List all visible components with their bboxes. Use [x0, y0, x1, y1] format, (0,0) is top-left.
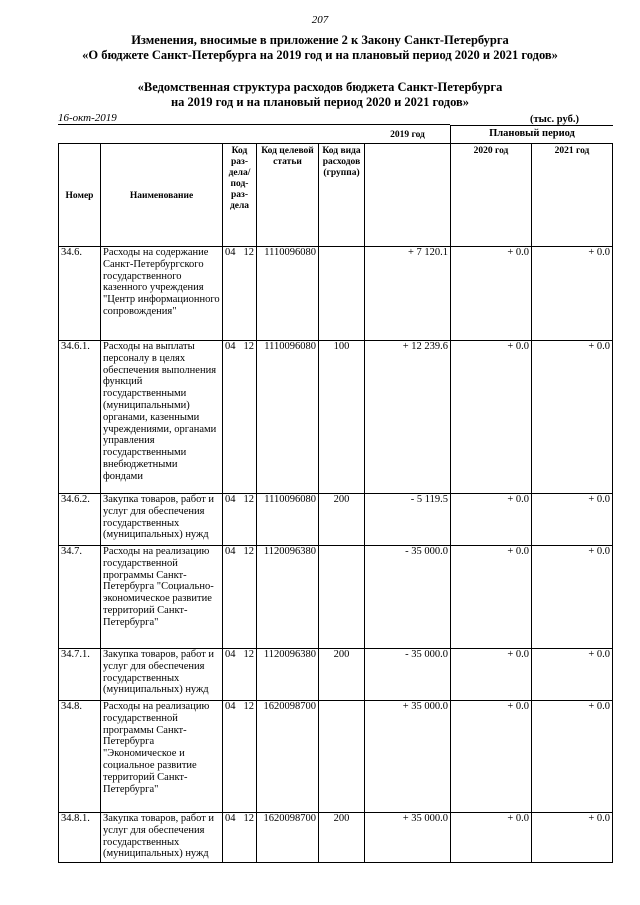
row-value-2019: + 12 239.6	[365, 341, 451, 494]
header-2019: 2019 год	[365, 130, 451, 233]
row-razdel: 04	[225, 247, 236, 258]
row-section-code	[223, 546, 257, 649]
row-value-2019: - 35 000.0	[365, 649, 451, 701]
row-target-code: 1620098700	[257, 701, 319, 813]
row-razdel: 04	[225, 813, 236, 824]
header-2020: 2020 год	[451, 144, 532, 247]
row-value-2021: + 0.0	[532, 701, 613, 813]
table-row	[59, 813, 613, 863]
row-value-2020: + 0.0	[451, 813, 532, 863]
row-value-2021: + 0.0	[532, 813, 613, 863]
row-value-2020: + 0.0	[451, 247, 532, 341]
row-target-code: 1110096080	[257, 247, 319, 341]
row-razdel: 04	[225, 341, 236, 352]
row-expense-kind	[319, 701, 365, 813]
row-name: Расходы на содержание Санкт-Петербургского государственного казенного учреждения "Центр информационного сопровождения"	[101, 247, 223, 341]
header-expense-kind: Код вида расходов (группа)	[319, 144, 365, 247]
page-number: 207	[311, 14, 329, 26]
table-title-line-2: на 2019 год и на плановый период 2020 и 2021 годов»	[170, 95, 470, 109]
row-target-code: 1120096380	[257, 649, 319, 701]
row-number: 34.6.2.	[59, 494, 101, 546]
row-expense-kind: 200	[319, 649, 365, 701]
row-value-2019: - 5 119.5	[365, 494, 451, 546]
row-value-2020: + 0.0	[451, 546, 532, 649]
document-title-line-2: «О бюджете Санкт-Петербурга на 2019 год и на плановый период 2020 и 2021 годов»	[82, 48, 558, 62]
table-row	[59, 247, 613, 341]
row-podrazdel: 12	[243, 546, 254, 557]
row-number: 34.6.	[59, 247, 101, 341]
document-title-line-1: Изменения, вносимые в приложение 2 к Закону Санкт-Петербурга	[131, 33, 509, 47]
document-title	[0, 33, 640, 63]
row-value-2021: + 0.0	[532, 649, 613, 701]
row-expense-kind: 200	[319, 494, 365, 546]
row-podrazdel: 12	[243, 247, 254, 258]
row-razdel: 04	[225, 701, 236, 712]
row-value-2019: + 35 000.0	[365, 701, 451, 813]
row-target-code: 1110096080	[257, 341, 319, 494]
header-number: Номер	[59, 144, 101, 247]
row-podrazdel: 12	[243, 494, 254, 505]
row-value-2020: + 0.0	[451, 701, 532, 813]
plan-period-header: Плановый период	[450, 125, 613, 144]
row-value-2020: + 0.0	[451, 649, 532, 701]
row-section-code	[223, 649, 257, 701]
row-name: Расходы на реализацию государственной программы Санкт-Петербурга "Социально-экономическое развитие территорий Санкт-Петербурга"	[101, 546, 223, 649]
table-header-row	[59, 144, 613, 247]
row-target-code: 1110096080	[257, 494, 319, 546]
row-podrazdel: 12	[243, 701, 254, 712]
row-expense-kind: 100	[319, 341, 365, 494]
row-podrazdel: 12	[243, 649, 254, 660]
row-podrazdel: 12	[243, 341, 254, 352]
row-number: 34.7.	[59, 546, 101, 649]
row-value-2021: + 0.0	[532, 247, 613, 341]
row-name: Закупка товаров, работ и услуг для обеспечения государственных (муниципальных) нужд	[101, 649, 223, 701]
row-name: Расходы на выплаты персоналу в целях обеспечения выполнения функций государственными (муниципальными) органами, казенными учреждениями, органами управления государственными внебюджетными фондами	[101, 341, 223, 494]
row-section-code	[223, 494, 257, 546]
table-row	[59, 701, 613, 813]
row-name: Закупка товаров, работ и услуг для обеспечения государственных (муниципальных) нужд	[101, 813, 223, 863]
table-row	[59, 494, 613, 546]
row-name: Расходы на реализацию государственной программы Санкт-Петербурга "Экономическое и социальное развитие территорий Санкт-Петербурга"	[101, 701, 223, 813]
row-value-2021: + 0.0	[532, 341, 613, 494]
table-top-rule	[58, 124, 450, 125]
row-value-2021: + 0.0	[532, 546, 613, 649]
row-section-code	[223, 813, 257, 863]
table-title	[0, 80, 640, 110]
row-value-2020: + 0.0	[451, 494, 532, 546]
table-title-line-1: «Ведомственная структура расходов бюджета Санкт-Петербурга	[137, 80, 503, 94]
header-2021: 2021 год	[532, 144, 613, 247]
row-section-code	[223, 701, 257, 813]
row-number: 34.8.1.	[59, 813, 101, 863]
table-row	[59, 649, 613, 701]
header-target-code: Код целевой статьи	[257, 144, 319, 247]
row-name: Закупка товаров, работ и услуг для обеспечения государственных (муниципальных) нужд	[101, 494, 223, 546]
row-section-code	[223, 341, 257, 494]
row-value-2019: + 7 120.1	[365, 247, 451, 341]
row-podrazdel: 12	[243, 813, 254, 824]
header-name: Наименование	[101, 144, 223, 247]
row-number: 34.8.	[59, 701, 101, 813]
units-label: (тыс. руб.)	[530, 114, 579, 125]
row-expense-kind	[319, 247, 365, 341]
row-number: 34.6.1.	[59, 341, 101, 494]
row-razdel: 04	[225, 649, 236, 660]
row-value-2021: + 0.0	[532, 494, 613, 546]
row-target-code: 1120096380	[257, 546, 319, 649]
row-razdel: 04	[225, 494, 236, 505]
row-value-2020: + 0.0	[451, 341, 532, 494]
row-value-2019: + 35 000.0	[365, 813, 451, 863]
row-razdel: 04	[225, 546, 236, 557]
row-expense-kind: 200	[319, 813, 365, 863]
row-section-code	[223, 247, 257, 341]
row-target-code: 1620098700	[257, 813, 319, 863]
table-row	[59, 546, 613, 649]
table-row	[59, 341, 613, 494]
document-date: 16-окт-2019	[58, 112, 117, 124]
header-section-code: Код раз-дела/под-раз-дела	[223, 144, 257, 247]
row-expense-kind	[319, 546, 365, 649]
row-number: 34.7.1.	[59, 649, 101, 701]
row-value-2019: - 35 000.0	[365, 546, 451, 649]
